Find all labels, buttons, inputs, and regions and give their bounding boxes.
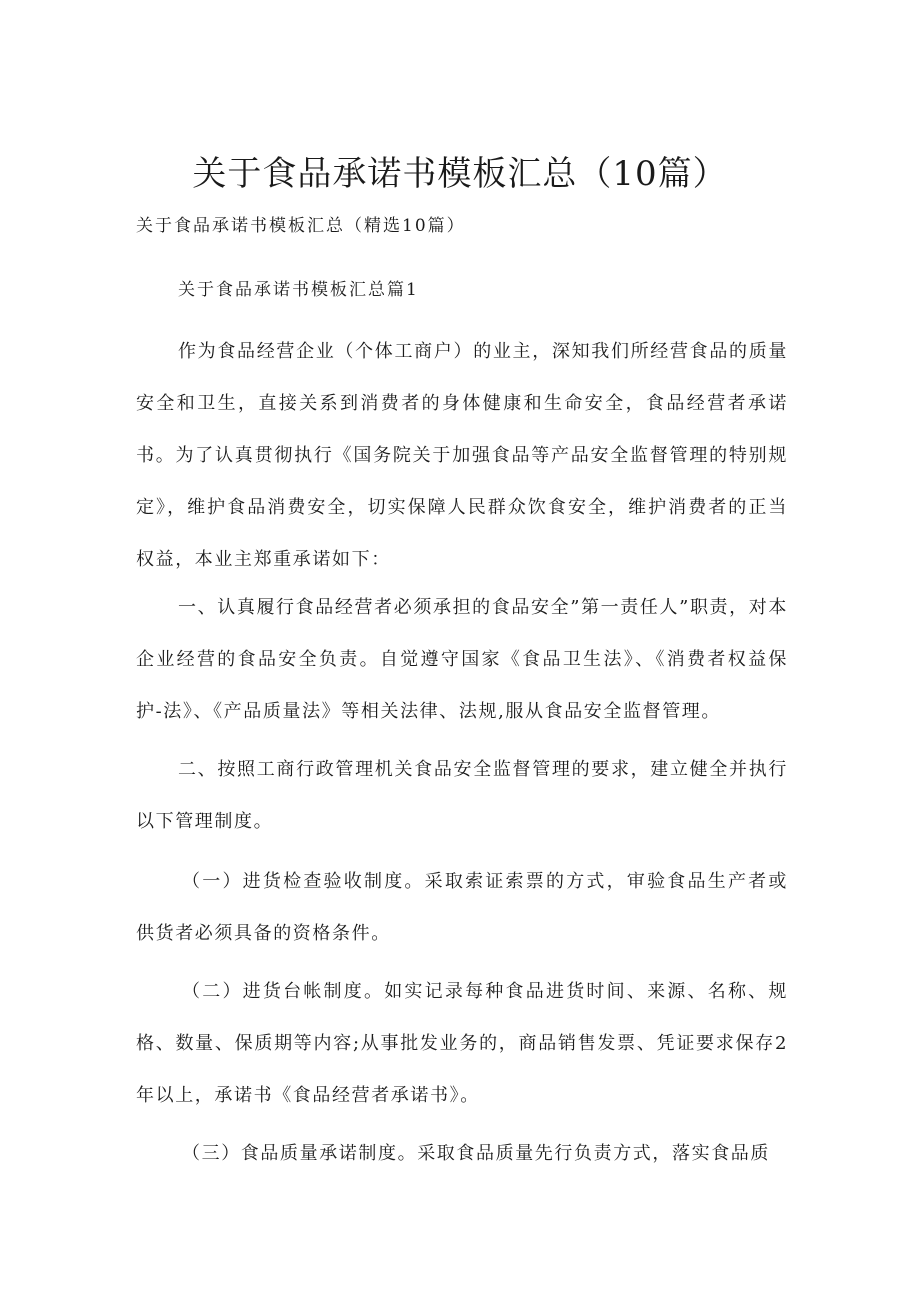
paragraph-intro: 作为食品经营企业（个体工商户）的业主，深知我们所经营食品的质量安全和卫生，直接关系到消费者的身体健康和生命安全，食品经营者承诺书。为了认真贯彻执行《国务院关于加强食品等产品安全监督管理的特别规定》，维护食品消费安全，切实保障人民群众饮食安全，维护消费者的正当权益，本业主郑重承诺如下： (136, 341, 788, 570)
paragraph-item-1: 一、认真履行食品经营者必须承担的食品安全”第一责任人”职责，对本企业经营的食品安全负责。自觉遵守国家《食品卫生法》、《消费者权益保护-法》、《产品质量法》等相关法律、法规,服从食品安全监督管理。 (136, 597, 788, 722)
paragraph-item-2: 二、按照工商行政管理机关食品安全监督管理的要求，建立健全并执行以下管理制度。 (136, 759, 788, 832)
paragraph-subitem-3: （三）食品质量承诺制度。采取食品质量先行负责方式，落实食品质 (182, 1143, 770, 1164)
paragraph-subitem-2: （二）进货台帐制度。如实记录每种食品进货时间、来源、名称、规格、数量、保质期等内容;从事批发业务的，商品销售发票、凭证要求保存2年以上，承诺书《食品经营者承诺书》。 (136, 981, 788, 1106)
section-heading: 关于食品承诺书模板汇总篇1 (178, 280, 419, 300)
paragraph-subitem-1: （一）进货检查验收制度。采取索证索票的方式，审验食品生产者或供货者必须具备的资格条件。 (136, 871, 788, 944)
document-subtitle: 关于食品承诺书模板汇总（精选10篇） (136, 216, 466, 236)
document-title: 关于食品承诺书模板汇总（10篇） (192, 154, 728, 194)
